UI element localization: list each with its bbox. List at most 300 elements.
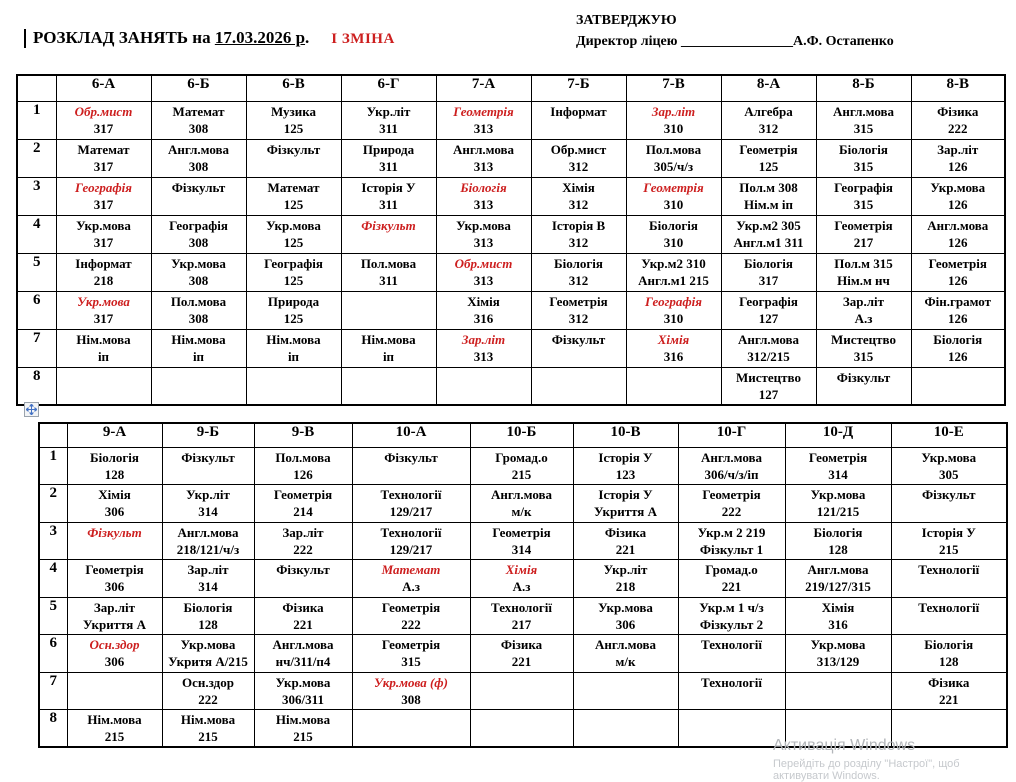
schedule-cell — [531, 101, 626, 139]
room-number: А.з — [402, 579, 420, 594]
room-number: 221 — [511, 654, 532, 669]
subject-name: Осн.здор — [89, 637, 140, 652]
subject-name: Укр.м2 310 — [641, 255, 706, 271]
schedule-cell — [785, 597, 891, 635]
room-number: 221 — [721, 579, 742, 594]
subject-name: Англ.мова — [452, 141, 515, 157]
watermark-line1: Активація Windows — [773, 737, 916, 754]
room-number: 315 — [853, 158, 874, 174]
director-line — [576, 31, 894, 52]
schedule-cell — [785, 522, 891, 560]
room-number: 314 — [198, 579, 218, 594]
room-number: 126 — [948, 348, 968, 364]
subject-name: Пол.м 308 — [739, 179, 798, 195]
subject-name: Історія У — [598, 487, 653, 502]
schedule-cell — [352, 710, 470, 748]
schedule-cell — [67, 522, 162, 560]
subject-name: Обр.мист — [550, 141, 607, 157]
schedule-cell — [678, 672, 785, 710]
schedule-cell — [341, 253, 436, 291]
room-number: Англ.м1 311 — [733, 234, 804, 250]
schedule-cell — [678, 485, 785, 523]
subject-name: Біологія — [933, 331, 983, 347]
room-number: 311 — [379, 196, 398, 212]
schedule-cell — [891, 485, 1007, 523]
room-number: 315 — [853, 348, 874, 364]
schedule-table-9-10 — [38, 422, 1008, 748]
period-number: 6 — [39, 635, 67, 673]
approval-block — [576, 10, 894, 52]
schedule-cell — [531, 177, 626, 215]
room-number: 217 — [511, 616, 532, 632]
subject-name: Укр.мова — [171, 255, 226, 271]
schedule-cell — [352, 635, 470, 673]
schedule-cell — [436, 291, 531, 329]
room-number: 314 — [511, 541, 532, 557]
schedule-cell — [67, 560, 162, 598]
subject-name: Англ.мова — [490, 487, 553, 502]
subject-name: Фізкульт — [384, 449, 438, 465]
subject-name: Нім.мова — [171, 331, 226, 347]
subject-name: Зар.літ — [461, 331, 506, 347]
room-number: 125 — [283, 310, 304, 326]
subject-name: Географія — [75, 179, 132, 195]
subject-name: Технології — [701, 674, 762, 690]
schedule-cell — [531, 215, 626, 253]
subject-name: Зар.літ — [651, 103, 696, 119]
schedule-cell — [678, 710, 785, 748]
schedule-cell — [254, 635, 352, 673]
period-number: 3 — [39, 522, 67, 560]
schedule-cell — [56, 367, 151, 405]
schedule-cell — [626, 101, 721, 139]
class-column-header: 10-Б — [470, 423, 573, 447]
subject-name: Укр.м 2 219 — [697, 524, 766, 540]
room-number: 315 — [401, 654, 421, 669]
schedule-cell — [162, 597, 254, 635]
schedule-row — [39, 522, 1007, 560]
period-number: 1 — [17, 101, 56, 139]
class-column-header: 6-В — [246, 75, 341, 101]
schedule-row — [17, 101, 1005, 139]
subject-name: Англ.мова — [272, 637, 334, 652]
schedule-cell — [721, 253, 816, 291]
subject-name: Геометрія — [381, 637, 441, 652]
schedule-cell — [816, 367, 911, 405]
schedule-cell — [721, 177, 816, 215]
room-number: 125 — [283, 234, 304, 250]
subject-name: Англ.мова — [177, 524, 239, 540]
schedule-row — [17, 139, 1005, 177]
schedule-cell — [246, 291, 341, 329]
class-column-header: 7-Б — [531, 75, 626, 101]
subject-name: Природа — [267, 293, 320, 309]
schedule-cell — [573, 710, 678, 748]
room-number: 315 — [853, 196, 874, 212]
room-number: 306/311 — [282, 691, 324, 707]
period-number: 5 — [39, 597, 67, 635]
subject-name: Геометрія — [928, 255, 987, 271]
room-number: 306 — [104, 579, 125, 594]
schedule-row — [17, 367, 1005, 405]
room-number: 128 — [104, 466, 125, 482]
subject-name: Хімія — [98, 487, 131, 502]
subject-name: Фізика — [282, 599, 324, 615]
room-number: А.з — [512, 579, 531, 594]
schedule-cell — [162, 447, 254, 485]
schedule-cell — [678, 560, 785, 598]
schedule-row — [17, 253, 1005, 291]
subject-name: Історія У — [598, 449, 653, 465]
subject-name: Англ.мова — [807, 562, 869, 577]
subject-name: Біологія — [90, 449, 139, 465]
subject-name: Нім.мова — [275, 712, 331, 727]
room-number: 308 — [188, 120, 209, 136]
room-number: Нім.м нч — [837, 272, 890, 288]
schedule-cell — [470, 710, 573, 748]
subject-name: Укр.літ — [603, 562, 648, 577]
subject-name: Географія — [834, 179, 893, 195]
schedule-cell — [162, 635, 254, 673]
subject-name: Нім.мова — [87, 712, 142, 727]
room-number: 313 — [473, 234, 494, 250]
schedule-cell — [246, 177, 341, 215]
room-number: 310 — [663, 120, 684, 136]
room-number: 126 — [293, 466, 313, 482]
subject-name: Технології — [491, 599, 552, 615]
period-number: 8 — [39, 710, 67, 748]
windows-activation-watermark — [773, 737, 1016, 782]
room-number: 305 — [939, 466, 959, 482]
schedule-cell — [785, 447, 891, 485]
schedule-cell — [573, 560, 678, 598]
schedule-cell — [254, 672, 352, 710]
room-number: 126 — [948, 158, 968, 174]
room-number: 217 — [853, 234, 874, 250]
room-number: А.з — [854, 310, 873, 326]
room-number: 128 — [828, 541, 848, 557]
room-number: Укриття А — [83, 616, 146, 632]
subject-name: Англ.мова — [832, 103, 895, 119]
subject-name: Англ.мова — [737, 331, 800, 347]
schedule-cell — [254, 447, 352, 485]
room-number: 221 — [293, 616, 313, 632]
room-number: 218/121/ч/з — [176, 541, 240, 557]
schedule-cell — [67, 635, 162, 673]
period-number: 6 — [17, 291, 56, 329]
subject-name: Укр.мова (ф) — [374, 674, 448, 690]
corner-header-cell — [17, 75, 56, 101]
schedule-cell — [911, 177, 1005, 215]
schedule-cell — [56, 177, 151, 215]
schedule-cell — [626, 139, 721, 177]
room-number: 312 — [568, 158, 589, 174]
schedule-cell — [785, 635, 891, 673]
subject-name: Мистецтво — [831, 331, 896, 347]
schedule-cell — [56, 291, 151, 329]
room-number: 313 — [473, 158, 494, 174]
schedule-cell — [56, 215, 151, 253]
room-number: 128 — [939, 654, 959, 669]
subject-name: Технології — [380, 524, 442, 540]
schedule-grid — [38, 422, 1008, 748]
schedule-cell — [341, 329, 436, 367]
subject-name: Фізкульт — [276, 562, 330, 577]
schedule-cell — [254, 485, 352, 523]
room-number: 306 — [104, 504, 125, 519]
subject-name: Нім.мова — [180, 712, 236, 727]
subject-name: Біологія — [554, 255, 603, 271]
schedule-cell — [816, 177, 911, 215]
room-number: іп — [287, 348, 300, 364]
subject-name: Математ — [267, 179, 320, 195]
subject-name: Укр.мова — [76, 217, 131, 233]
subject-name: Фізика — [604, 524, 647, 540]
schedule-row — [39, 597, 1007, 635]
subject-name: Укр.мова — [598, 599, 653, 615]
subject-name: Англ.мова — [927, 217, 989, 233]
class-column-header: 10-Г — [678, 423, 785, 447]
subject-name: Математ — [172, 103, 225, 119]
room-number: 218 — [93, 272, 114, 288]
subject-name: Фізкульт — [921, 487, 976, 502]
schedule-cell — [67, 485, 162, 523]
room-number: іп — [97, 348, 110, 364]
room-number: 313 — [473, 348, 494, 364]
room-number: 317 — [93, 120, 114, 136]
room-number: 308 — [188, 310, 209, 326]
schedule-cell — [891, 522, 1007, 560]
schedule-cell — [816, 215, 911, 253]
schedule-cell — [911, 291, 1005, 329]
schedule-cell — [341, 177, 436, 215]
schedule-cell — [721, 139, 816, 177]
schedule-cell — [352, 522, 470, 560]
subject-name: Біологія — [924, 637, 974, 652]
period-number: 2 — [17, 139, 56, 177]
room-number: 125 — [283, 196, 304, 212]
period-number: 4 — [17, 215, 56, 253]
schedule-cell — [436, 253, 531, 291]
subject-name: Фізика — [928, 674, 970, 690]
schedule-cell — [151, 101, 246, 139]
schedule-cell — [470, 522, 573, 560]
room-number: 312 — [568, 272, 589, 288]
class-column-header: 9-В — [254, 423, 352, 447]
room-number: 317 — [93, 196, 114, 212]
subject-name: Пол.мова — [645, 141, 702, 157]
room-number: Укриття А — [594, 504, 657, 519]
room-number: 314 — [828, 466, 848, 482]
schedule-cell — [911, 215, 1005, 253]
room-number: 215 — [939, 541, 959, 557]
room-number: 218 — [615, 579, 636, 594]
room-number: 222 — [401, 616, 421, 632]
schedule-cell — [891, 672, 1007, 710]
class-column-header: 9-Б — [162, 423, 254, 447]
corner-header-cell — [39, 423, 67, 447]
subject-name: Технології — [380, 487, 442, 502]
schedule-cell — [626, 291, 721, 329]
room-number: 312 — [568, 234, 589, 250]
subject-name: Фін.грамот — [924, 293, 992, 309]
schedule-cell — [573, 672, 678, 710]
schedule-cell — [67, 597, 162, 635]
room-number: 221 — [615, 541, 636, 557]
schedule-cell — [341, 291, 436, 329]
room-number: 308 — [401, 691, 421, 707]
schedule-cell — [785, 672, 891, 710]
room-number: 125 — [283, 120, 304, 136]
schedule-cell — [67, 710, 162, 748]
schedule-cell — [573, 635, 678, 673]
class-column-header: 10-Е — [891, 423, 1007, 447]
subject-name: Укр.мова — [275, 674, 331, 690]
schedule-cell — [151, 367, 246, 405]
period-number: 4 — [39, 560, 67, 598]
class-column-header: 8-В — [911, 75, 1005, 101]
subject-name: Пол.мова — [170, 293, 227, 309]
subject-name: Історія У — [361, 179, 416, 195]
schedule-cell — [436, 329, 531, 367]
schedule-cell — [341, 101, 436, 139]
schedule-cell — [816, 253, 911, 291]
class-column-header: 8-Б — [816, 75, 911, 101]
room-number: 125 — [283, 272, 304, 288]
subject-name: Геометрія — [85, 562, 144, 577]
subject-name: Фізкульт — [181, 449, 235, 465]
room-number: 125 — [758, 158, 779, 174]
schedule-grid — [16, 74, 1006, 406]
schedule-row — [17, 177, 1005, 215]
room-number: 316 — [663, 348, 684, 364]
subject-name: Укр.мова — [921, 449, 977, 465]
schedule-cell — [785, 485, 891, 523]
subject-name: Громад.о — [705, 562, 758, 577]
room-number: 214 — [293, 504, 313, 519]
subject-name: Фізика — [937, 103, 979, 119]
schedule-cell — [56, 253, 151, 291]
subject-name: Геометрія — [739, 141, 798, 157]
schedule-cell — [162, 522, 254, 560]
subject-name: Пол.мова — [275, 449, 331, 465]
schedule-row — [39, 635, 1007, 673]
subject-name: Геометрія — [549, 293, 608, 309]
class-column-header: 8-А — [721, 75, 816, 101]
subject-name: Географія — [739, 293, 798, 309]
schedule-cell — [341, 215, 436, 253]
room-number: 316 — [828, 616, 848, 632]
subject-name: Зар.літ — [282, 524, 324, 540]
schedule-cell — [151, 253, 246, 291]
schedule-row — [39, 447, 1007, 485]
schedule-cell — [151, 291, 246, 329]
subject-name: Укр.мова — [456, 217, 511, 233]
class-column-header: 7-А — [436, 75, 531, 101]
schedule-cell — [721, 101, 816, 139]
room-number: іп — [382, 348, 395, 364]
schedule-cell — [67, 447, 162, 485]
room-number: м/к — [615, 654, 636, 669]
director-name: А.Ф. Остапенко — [792, 34, 894, 49]
room-number: 222 — [293, 541, 313, 557]
subject-name: Осн.здор — [182, 674, 234, 690]
subject-name: Геометрія — [808, 449, 868, 465]
subject-name: Фізика — [500, 637, 543, 652]
schedule-table-6-8 — [16, 74, 1006, 406]
subject-name: Біологія — [839, 141, 888, 157]
schedule-cell — [678, 597, 785, 635]
subject-name: Історія В — [551, 217, 606, 233]
schedule-cell — [816, 139, 911, 177]
subject-name: Фізкульт — [266, 141, 321, 157]
schedule-cell — [246, 253, 341, 291]
watermark-line2: Перейдіть до розділу "Настрої", щоб активувати Windows. — [773, 758, 960, 782]
room-number: 311 — [379, 272, 398, 288]
subject-name: Укр.мова — [180, 637, 236, 652]
schedule-row — [39, 560, 1007, 598]
room-number: 305/ч/з — [653, 158, 694, 174]
period-number: 3 — [17, 177, 56, 215]
subject-name: Інформат — [75, 255, 132, 271]
schedule-cell — [436, 367, 531, 405]
room-number: 129/217 — [389, 504, 433, 519]
subject-name: Геометрія — [273, 487, 333, 502]
schedule-cell — [56, 101, 151, 139]
schedule-cell — [531, 139, 626, 177]
room-number: 312 — [758, 120, 779, 136]
room-number: 308 — [188, 272, 209, 288]
signature-line: ________________ — [680, 34, 793, 49]
subject-name: Укр.мова — [266, 217, 321, 233]
subject-name: Нім.мова — [266, 331, 321, 347]
schedule-cell — [911, 139, 1005, 177]
title-prefix: РОЗКЛАД ЗАНЯТЬ на — [33, 28, 215, 47]
subject-name: Укр.літ — [186, 487, 230, 502]
schedule-cell — [56, 139, 151, 177]
subject-name: Фізкульт — [551, 331, 606, 347]
room-number: 311 — [379, 158, 398, 174]
schedule-cell — [151, 177, 246, 215]
subject-name: Геометрія — [834, 217, 893, 233]
subject-name: Нім.мова — [76, 331, 131, 347]
room-number: 128 — [198, 616, 218, 632]
subject-name: Математ — [77, 141, 130, 157]
subject-name: Геометрія — [643, 179, 704, 195]
subject-name: Мистецтво — [736, 369, 801, 385]
text-cursor-bar — [24, 29, 26, 48]
table-move-handle-icon[interactable] — [24, 402, 39, 417]
subject-name: Інформат — [550, 103, 607, 119]
room-number: 306/ч/з/іп — [704, 466, 759, 482]
room-number: 127 — [758, 310, 779, 326]
schedule-cell — [246, 329, 341, 367]
room-number: 221 — [939, 691, 959, 707]
room-number: 313 — [473, 196, 494, 212]
schedule-cell — [531, 329, 626, 367]
schedule-cell — [911, 329, 1005, 367]
schedule-cell — [891, 635, 1007, 673]
subject-name: Хімія — [467, 293, 500, 309]
schedule-cell — [891, 597, 1007, 635]
room-number: 126 — [948, 234, 968, 250]
room-number: 222 — [948, 120, 968, 136]
subject-name: Хімія — [562, 179, 595, 195]
schedule-cell — [678, 635, 785, 673]
schedule-cell — [162, 710, 254, 748]
schedule-cell — [246, 139, 341, 177]
schedule-cell — [816, 101, 911, 139]
